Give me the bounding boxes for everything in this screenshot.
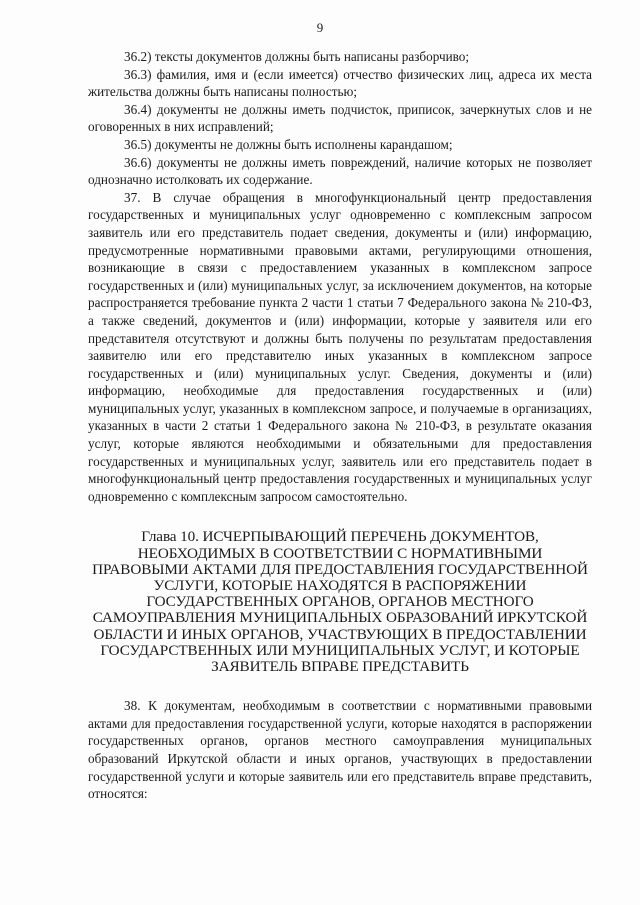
page-number: 9 <box>316 20 324 35</box>
paragraph-36-6: 36.6) документы не должны иметь повреждений, наличие которых не позволяет однозначно истолковать их содержание. <box>88 154 592 188</box>
chapter-heading: Глава 10. ИСЧЕРПЫВАЮЩИЙ ПЕРЕЧЕНЬ ДОКУМЕНТОВ, НЕОБХОДИМЫХ В СООТВЕТСТВИИ С НОРМАТИВНЫМИ ПРАВОВЫМИ АКТАМИ ДЛЯ ПРЕДОСТАВЛЕНИЯ ГОСУДАРСТВЕННОЙ УСЛУГИ, КОТОРЫЕ НАХОДЯТСЯ В РАСПОРЯЖЕНИИ ГОСУДАРСТВЕННЫХ ОРГАНОВ, ОРГАНОВ МЕСТНОГО САМОУПРАВЛЕНИЯ МУНИЦИПАЛЬНЫХ ОБРАЗОВАНИЙ ИРКУТСКОЙ ОБЛАСТИ И ИНЫХ ОРГАНОВ, УЧАСТВУЮЩИХ В ПРЕДОСТАВЛЕНИИ ГОСУДАРСТВЕННЫХ ИЛИ МУНИЦИПАЛЬНЫХ УСЛУГ, И КОТОРЫЕ ЗАЯВИТЕЛЬ ВПРАВЕ ПРЕДСТАВИТЬ <box>92 528 588 676</box>
paragraph-37: 37. В случае обращения в многофункциональный центр предоставления государственных и муниципальных услуг одновременно с комплексным запросом заявитель или его представитель подает сведения, документы и (или) информацию, предусмотренные нормативными правовыми актами, регулирующими отношения, возникающие в связи с предоставлением указанных в комплексном запросе государственных и (или) муниципальных услуг, за исключением документов, на которые распространяется требование пункта 2 части 1 статьи 7 Федерального закона № 210-ФЗ, а также сведений, документов и (или) информации, которые у заявителя или его представителя отсутствуют и должны быть получены по результатам предоставления заявителю или его представителю иных указанных в комплексном запросе государственных и (или) муниципальных услуг. Сведения, документы и (или) информацию, необходимые для предоставления государственных и (или) муниципальных услуг, указанных в комплексном запросе, и получаемые в организациях, указанных в части 2 статьи 1 Федерального закона № 210-ФЗ, в результате оказания услуг, которые являются необходимыми и обязательными для предоставления государственных и муниципальных услуг, заявитель или его представитель подает в многофункциональный центр предоставления государственных и муниципальных услуг одновременно с комплексным запросом самостоятельно. <box>88 189 592 504</box>
paragraph-36-5: 36.5) документы не должны быть исполнены карандашом; <box>124 136 453 152</box>
paragraph-36-4: 36.4) документы не должны иметь подчисток, приписок, зачеркнутых слов и не оговоренных в них исправлений; <box>88 101 592 135</box>
paragraph-38: 38. К документам, необходимым в соответствии с нормативными правовыми актами для предоставления государственной услуги, которые находятся в распоряжении государственных органов, органов местного самоуправления муниципальных образований Иркутской области и иных органов, участвующих в предоставлении государственной услуги и которые заявитель или его представитель вправе представить, относятся: <box>88 698 592 802</box>
paragraph-36-2: 36.2) тексты документов должны быть написаны разборчиво; <box>124 49 470 64</box>
document-body <box>88 48 592 803</box>
paragraph-36-3: 36.3) фамилия, имя и (если имеется) отчество физических лиц, адреса их места жительства должны быть написаны полностью; <box>88 66 592 100</box>
